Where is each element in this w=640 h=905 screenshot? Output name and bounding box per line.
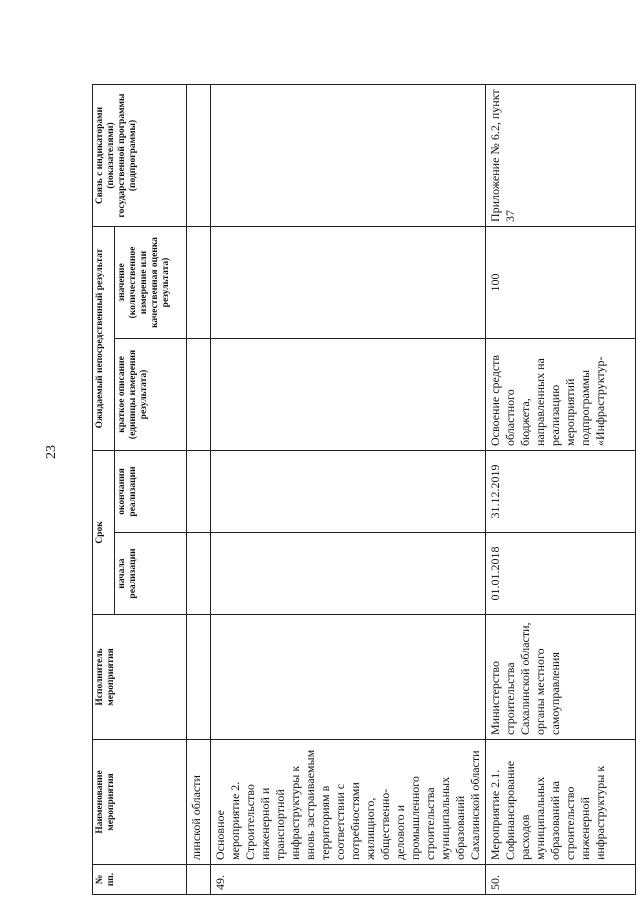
- header-name: Наименование мероприятия: [93, 740, 187, 865]
- cell-value: [187, 227, 211, 339]
- cell-executor: Министерство строительства Сахалинской области, органы местного самоуправления: [486, 615, 636, 740]
- program-table: [92, 84, 636, 895]
- table-row: [211, 85, 486, 895]
- cell-value: 100: [486, 227, 636, 339]
- cell-num: 49.: [211, 865, 486, 895]
- cell-desc: [187, 339, 211, 451]
- cell-start: 01.01.2018: [486, 533, 636, 615]
- cell-desc: [211, 339, 486, 451]
- cell-executor: [187, 615, 211, 740]
- header-executor: Исполнитель мероприятия: [93, 615, 187, 740]
- header-num: № пп.: [93, 865, 187, 895]
- cell-link: [187, 85, 211, 227]
- cell-num: [187, 865, 211, 895]
- table-row: [187, 85, 211, 895]
- cell-link: Приложение № 6.2, пункт 37: [486, 85, 636, 227]
- header-expected-value: значение (количественное измерение или качественная оценка результата): [115, 227, 187, 339]
- cell-start: [187, 533, 211, 615]
- cell-name: Основное мероприятие 2. Строительство инженерной и транспортной инфраструктуры к вновь застраиваемым территориям в соответствии с потребностями жилищного, общественно-делового и промышленного строительства муниципальных образований Сахалинской области: [211, 740, 486, 865]
- header-term-start: начала реализации: [115, 533, 187, 615]
- cell-end: [211, 451, 486, 533]
- cell-name: линской области: [187, 740, 211, 865]
- cell-start: [211, 533, 486, 615]
- cell-link: [211, 85, 486, 227]
- header-expected-desc: краткое описание (единицы измерения результата): [115, 339, 187, 451]
- header-link: Связь с индикаторами (показателями) государственной программы (подпрограммы): [93, 85, 187, 227]
- cell-end: [187, 451, 211, 533]
- cell-executor: [211, 615, 486, 740]
- cell-num: 50.: [486, 865, 636, 895]
- header-expected: Ожидаемый непосредственный результат: [93, 227, 115, 451]
- header-term-end: окончания реализации: [115, 451, 187, 533]
- cell-desc: Освоение средств областного бюджета, направленных на реализацию мероприятий подпрограммы «Инфраструктур-: [486, 339, 636, 451]
- cell-name: Мероприятие 2.1. Софинансирование расходов муниципальных образований на строительство инженерной инфраструктуры к: [486, 740, 636, 865]
- cell-end: 31.12.2019: [486, 451, 636, 533]
- table-row: [486, 85, 636, 895]
- table-frame: [92, 85, 607, 895]
- cell-value: [211, 227, 486, 339]
- rotated-table-wrapper: [92, 85, 607, 895]
- header-term: Срок: [93, 451, 115, 615]
- page-number: 23: [44, 445, 59, 459]
